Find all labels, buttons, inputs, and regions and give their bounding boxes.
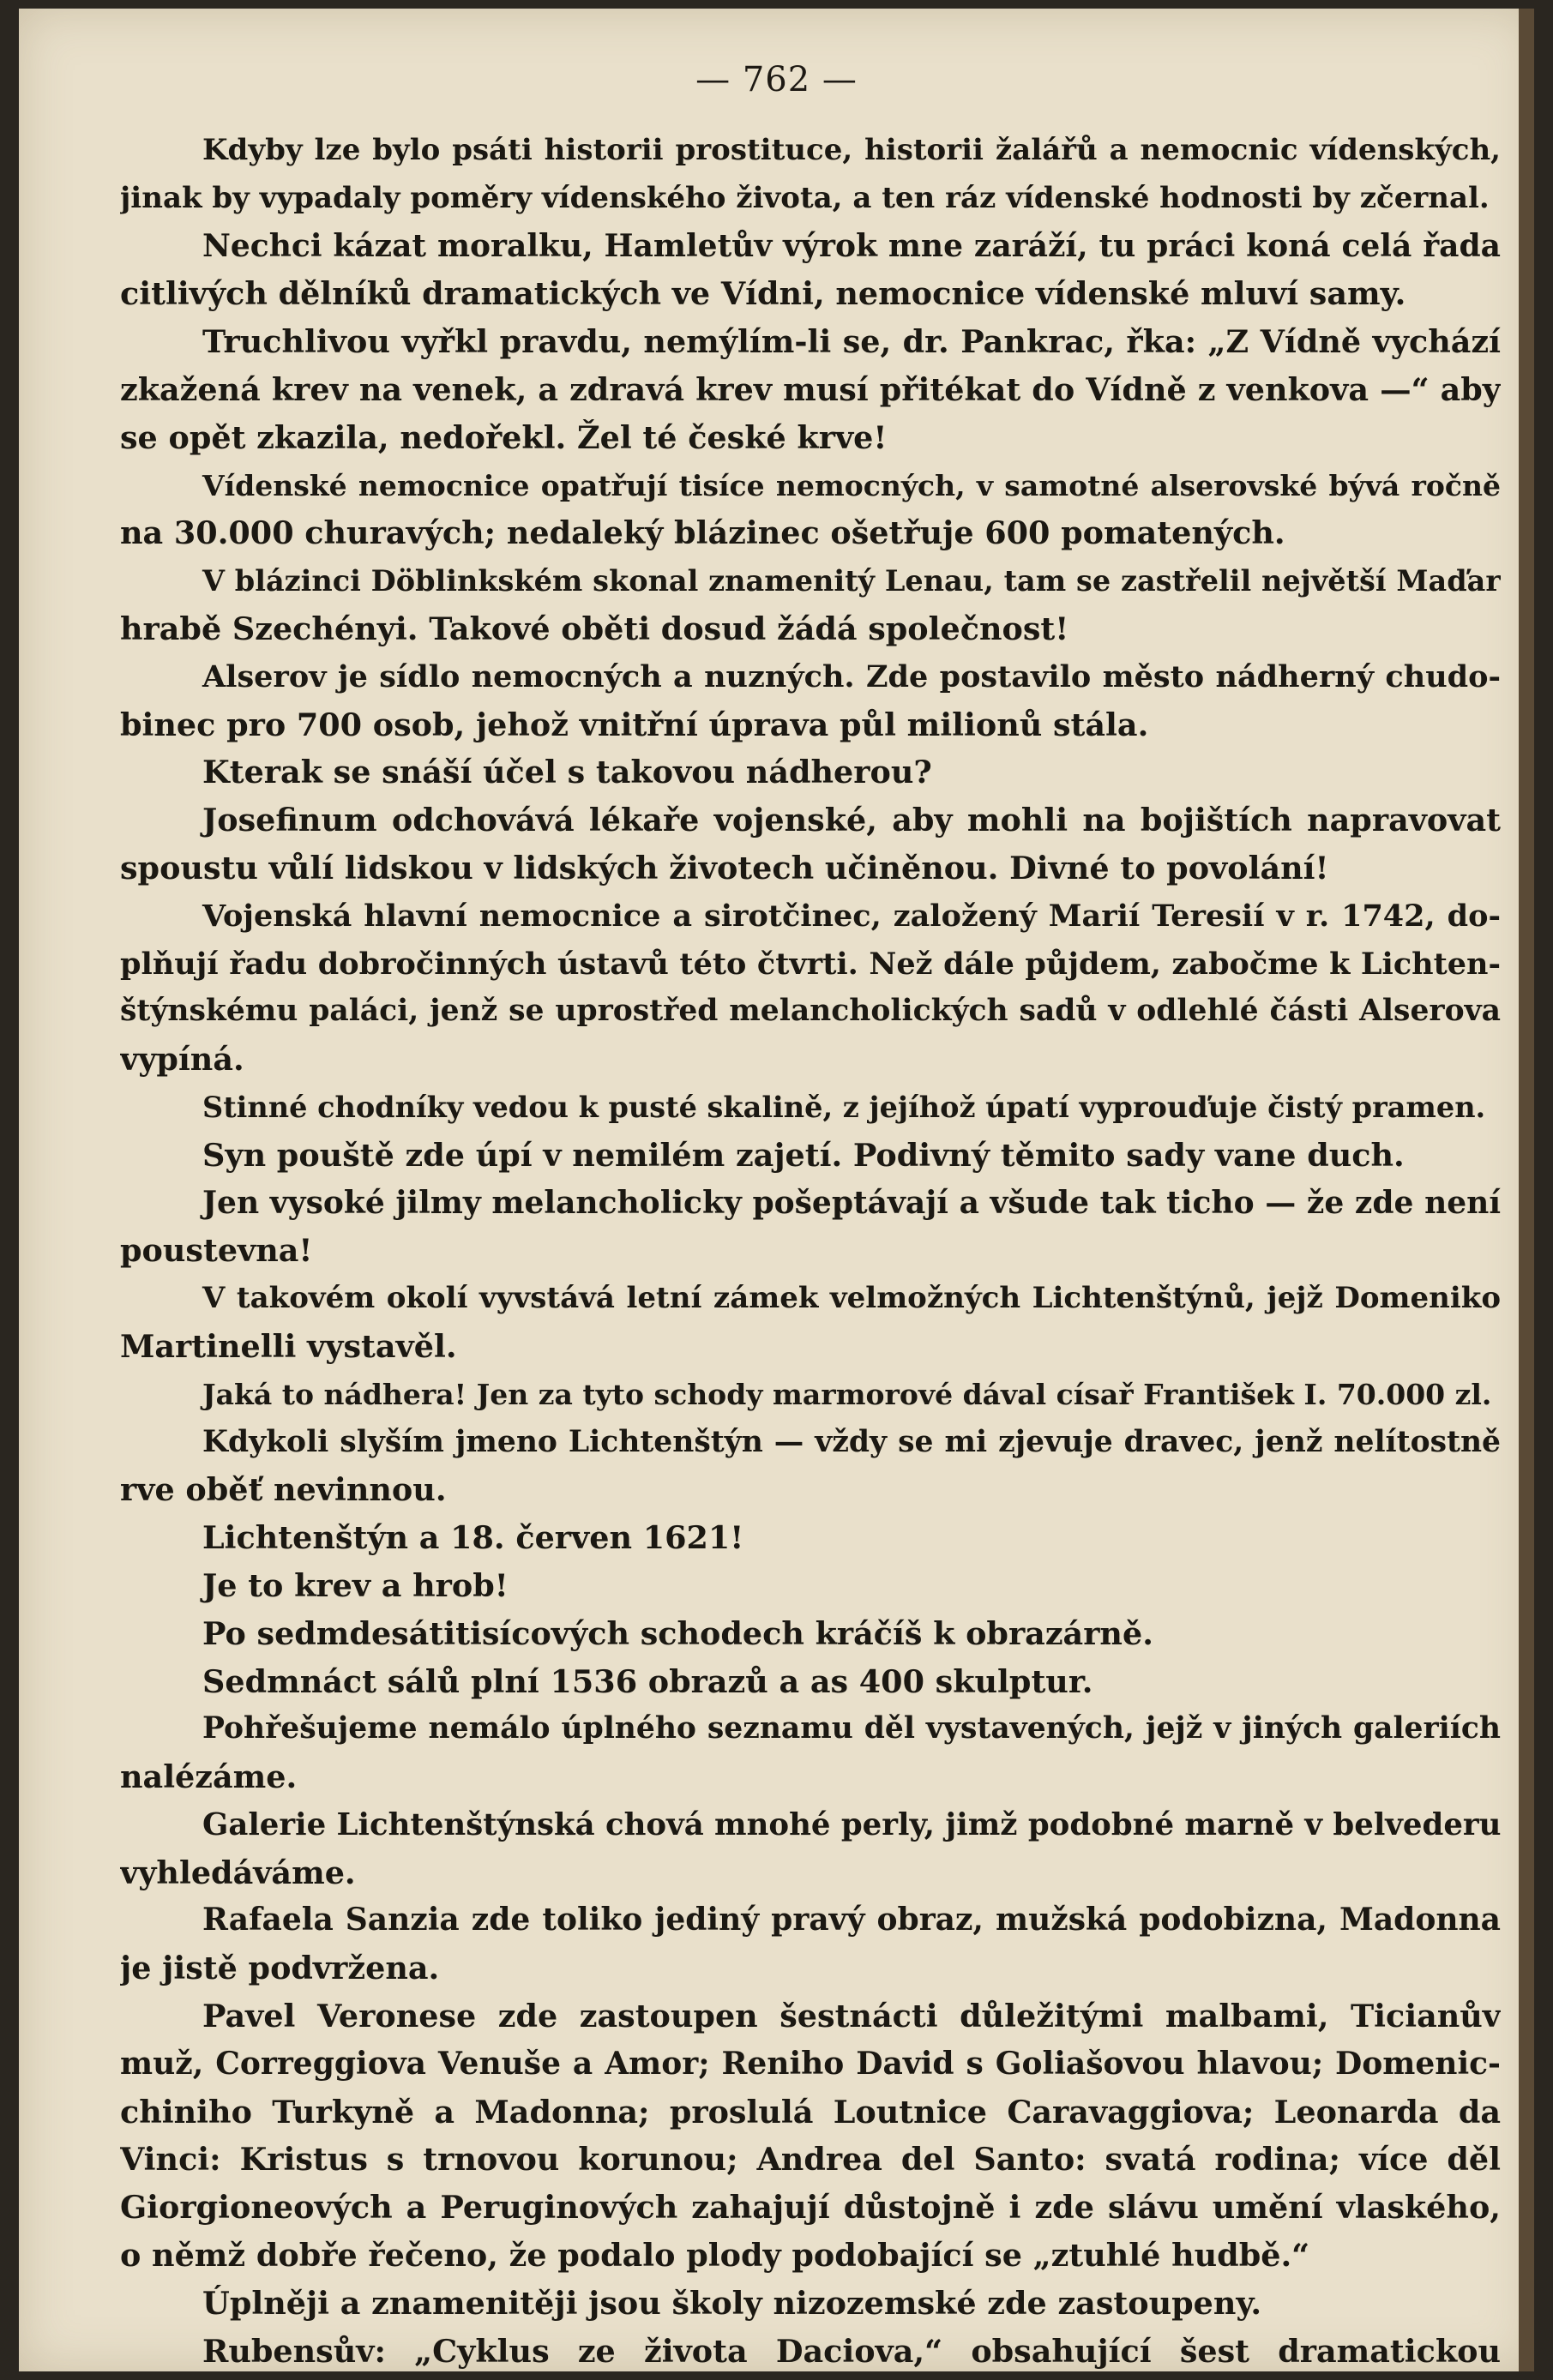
text-line: Vinci: Kristus s trnovou korunou; Andrea del Santo: svatá rodina; více děl bbox=[120, 2141, 1501, 2179]
text-line: Vojenská hlavní nemocnice a sirotčinec, založený Marií Teresií v r. 1742, do- bbox=[202, 898, 1501, 934]
text-line: Kdykoli slyším jmeno Lichtenštýn — vždy se mi zjevuje dravec, jenž nelítostně bbox=[202, 1424, 1501, 1459]
text-line: Stinné chodníky vedou k pusté skalině, z jejíhož úpatí vyprouďuje čistý pramen. bbox=[202, 1090, 1486, 1124]
text-line: citlivých dělníků dramatických ve Vídni, nemocnice vídenské mluví samy. bbox=[120, 275, 1406, 313]
text-line: Martinelli vystavěl. bbox=[120, 1327, 457, 1365]
book-page bbox=[19, 9, 1534, 2371]
text-line: Lichtenštýn a 18. červen 1621! bbox=[202, 1519, 744, 1557]
page-number: — 762 — bbox=[695, 60, 858, 99]
text-line: spoustu vůlí lidskou v lidských životech učiněnou. Divné to povolání! bbox=[120, 849, 1329, 886]
text-line: Alserov je sídlo nemocných a nuzných. Zde postavilo město nádherný chudo- bbox=[202, 658, 1501, 694]
text-line: Pohřešujeme nemálo úplného seznamu děl vystavených, jejž v jiných galeriích bbox=[202, 1711, 1501, 1746]
text-line: Galerie Lichtenštýnská chová mnohé perly, jimž podobné marně v belvederu bbox=[202, 1806, 1501, 1842]
text-line: na 30.000 churavých; nedaleký blázinec ošetřuje 600 pomatených. bbox=[120, 514, 1285, 552]
text-line: zkažená krev na venek, a zdravá krev musí přitékat do Vídně z venkova —“ aby bbox=[120, 370, 1501, 408]
body-text bbox=[120, 127, 1501, 2375]
text-line: nalézáme. bbox=[120, 1758, 298, 1796]
text-line: Giorgioneových a Peruginových zahajují důstojně i zde slávu umění vlaského, bbox=[120, 2189, 1501, 2227]
text-line: se opět zkazila, nedořekl. Žel té české krve! bbox=[120, 418, 888, 456]
text-line: binec pro 700 osob, jehož vnitřní úprava půl milionů stála. bbox=[120, 706, 1149, 743]
text-line: Nechci kázat moralku, Hamletův výrok mne zaráží, tu práci koná celá řada bbox=[202, 227, 1501, 264]
text-line: V takovém okolí vyvstává letní zámek velmožných Lichtenštýnů, jejž Domeniko bbox=[202, 1281, 1501, 1316]
text-line: Truchlivou vyřkl pravdu, nemýlím-li se, dr. Pankrac, řka: „Z Vídně vychází bbox=[202, 323, 1501, 361]
text-line: Jen vysoké jilmy melancholicky pošeptávají a všude tak ticho — že zde není bbox=[202, 1184, 1501, 1221]
text-line: Jaká to nádhera! Jen za tyto schody marmorové dával císař František I. 70.000 zl. bbox=[202, 1377, 1492, 1411]
text-line: Sedmnáct sálů plní 1536 obrazů a as 400 skulptur. bbox=[202, 1662, 1093, 1700]
text-line: Vídenské nemocnice opatřují tisíce nemocných, v samotné alserovské bývá ročně bbox=[202, 468, 1501, 502]
text-line: V blázinci Döblinkském skonal znamenitý Lenau, tam se zastřelil největší Maďar bbox=[202, 564, 1501, 598]
text-line: vyhledáváme. bbox=[120, 1854, 356, 1891]
text-line: Syn pouště zde úpí v nemilém zajetí. Podivný těmito sady vane duch. bbox=[202, 1136, 1405, 1174]
text-line: Kdyby lze bylo psáti historii prostituce, historii žalářů a nemocnic vídenských, bbox=[202, 133, 1501, 167]
text-line: Po sedmdesátitisícových schodech kráčíš k obrazárně. bbox=[202, 1614, 1153, 1652]
book-spine-edge bbox=[1519, 9, 1534, 2371]
text-line: plňují řadu dobročinných ústavů této čtvrti. Než dále půjdem, zabočme k Lichten- bbox=[120, 946, 1501, 982]
text-line: štýnskému paláci, jenž se uprostřed melancholických sadů v odlehlé části Alserova bbox=[120, 994, 1501, 1029]
text-line: vypíná. bbox=[120, 1041, 244, 1079]
text-line: Kterak se snáší účel s takovou nádherou? bbox=[202, 754, 932, 791]
text-line: muž, Correggiova Venuše a Amor; Reniho David s Goliašovou hlavou; Domenic- bbox=[120, 2045, 1501, 2082]
text-line: Rubensův: „Cyklus ze života Daciova,“ obsahující šest dramatickou bbox=[202, 2332, 1501, 2370]
text-line: Úplněji a znamenitěji jsou školy nizozemské zde zastoupeny. bbox=[202, 2284, 1262, 2322]
text-line: rve oběť nevinnou. bbox=[120, 1471, 447, 1509]
text-line: jinak by vypadaly poměry vídenského života, a ten ráz vídenské hodnosti by zčernal. bbox=[120, 180, 1490, 215]
text-line: Rafaela Sanzia zde toliko jediný pravý obraz, mužská podobizna, Madonna bbox=[202, 1902, 1501, 1938]
text-line: Josefinum odchovává lékaře vojenské, aby mohli na bojištích napravovat bbox=[202, 802, 1501, 839]
text-line: je jistě podvržena. bbox=[120, 1950, 440, 1987]
text-line: Je to krev a hrob! bbox=[202, 1566, 509, 1604]
text-line: poustevna! bbox=[120, 1232, 313, 1270]
text-line: o němž dobře řečeno, že podalo plody podobající se „ztuhlé hudbě.“ bbox=[120, 2237, 1310, 2275]
text-line: Pavel Veronese zde zastoupen šestnácti důležitými malbami, Ticianův bbox=[202, 1998, 1501, 2035]
text-line: hrabě Szechényi. Takové oběti dosud žádá společnost! bbox=[120, 610, 1069, 647]
text-line: chiniho Turkyně a Madonna; proslulá Loutnice Caravaggiova; Leonarda da bbox=[120, 2093, 1501, 2131]
